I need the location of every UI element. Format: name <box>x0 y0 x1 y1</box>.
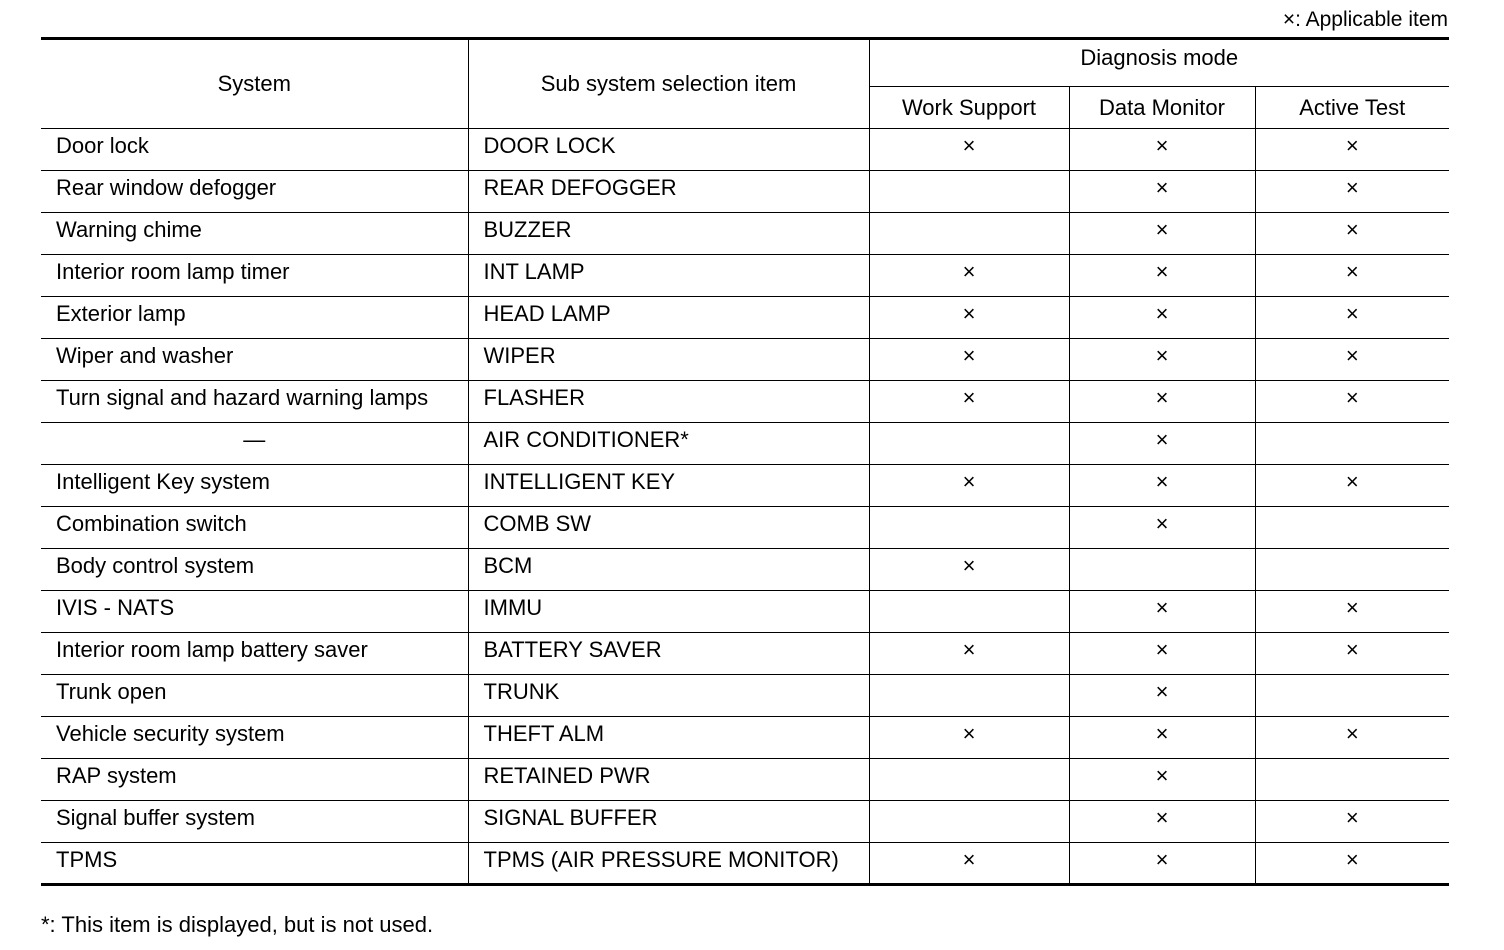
table-header <box>41 39 1449 129</box>
cell-system: Rear window defogger <box>41 171 468 213</box>
cell-system: — <box>41 423 468 465</box>
cell-sub-system: INT LAMP <box>468 255 869 297</box>
cell-sub-system: BATTERY SAVER <box>468 633 869 675</box>
cell-work-support: × <box>869 339 1069 381</box>
table-row <box>41 843 1449 885</box>
cell-system: IVIS - NATS <box>41 591 468 633</box>
cell-sub-system: COMB SW <box>468 507 869 549</box>
header-system: System <box>41 39 468 129</box>
cell-data-monitor: × <box>1069 129 1255 171</box>
cell-work-support <box>869 213 1069 255</box>
diagnosis-table <box>41 37 1449 886</box>
cell-active-test <box>1255 423 1449 465</box>
cell-data-monitor: × <box>1069 381 1255 423</box>
cell-data-monitor: × <box>1069 339 1255 381</box>
cell-work-support: × <box>869 843 1069 885</box>
cell-sub-system: THEFT ALM <box>468 717 869 759</box>
cell-active-test: × <box>1255 801 1449 843</box>
table-row <box>41 759 1449 801</box>
cell-data-monitor: × <box>1069 675 1255 717</box>
legend-note: ×: Applicable item <box>1282 8 1448 31</box>
table-row <box>41 507 1449 549</box>
cell-data-monitor: × <box>1069 171 1255 213</box>
cell-active-test: × <box>1255 633 1449 675</box>
cell-data-monitor: × <box>1069 423 1255 465</box>
cell-active-test: × <box>1255 843 1449 885</box>
table-row <box>41 129 1449 171</box>
cell-work-support: × <box>869 381 1069 423</box>
cell-data-monitor: × <box>1069 633 1255 675</box>
cell-sub-system: DOOR LOCK <box>468 129 869 171</box>
cell-active-test <box>1255 675 1449 717</box>
cell-work-support <box>869 423 1069 465</box>
cell-system: RAP system <box>41 759 468 801</box>
cell-active-test <box>1255 507 1449 549</box>
cell-active-test: × <box>1255 297 1449 339</box>
cell-active-test: × <box>1255 255 1449 297</box>
cell-work-support: × <box>869 129 1069 171</box>
cell-system: Intelligent Key system <box>41 465 468 507</box>
cell-data-monitor: × <box>1069 297 1255 339</box>
table-row <box>41 297 1449 339</box>
cell-system: Interior room lamp timer <box>41 255 468 297</box>
footnote: *: This item is displayed, but is not used. <box>41 912 434 937</box>
cell-sub-system: SIGNAL BUFFER <box>468 801 869 843</box>
cell-work-support <box>869 171 1069 213</box>
cell-data-monitor: × <box>1069 255 1255 297</box>
cell-work-support <box>869 507 1069 549</box>
cell-active-test: × <box>1255 171 1449 213</box>
cell-system: Trunk open <box>41 675 468 717</box>
cell-active-test: × <box>1255 591 1449 633</box>
cell-sub-system: TPMS (AIR PRESSURE MONITOR) <box>468 843 869 885</box>
table-row <box>41 675 1449 717</box>
header-data-monitor: Data Monitor <box>1069 87 1255 129</box>
cell-work-support <box>869 675 1069 717</box>
cell-system: TPMS <box>41 843 468 885</box>
cell-sub-system: IMMU <box>468 591 869 633</box>
cell-data-monitor <box>1069 549 1255 591</box>
table-row <box>41 465 1449 507</box>
cell-data-monitor: × <box>1069 759 1255 801</box>
cell-work-support <box>869 591 1069 633</box>
cell-system: Turn signal and hazard warning lamps <box>41 381 468 423</box>
cell-active-test <box>1255 549 1449 591</box>
cell-data-monitor: × <box>1069 213 1255 255</box>
cell-system: Vehicle security system <box>41 717 468 759</box>
header-active-test: Active Test <box>1255 87 1449 129</box>
cell-work-support <box>869 801 1069 843</box>
cell-system: Exterior lamp <box>41 297 468 339</box>
table-row <box>41 717 1449 759</box>
cell-system: Combination switch <box>41 507 468 549</box>
cell-system: Warning chime <box>41 213 468 255</box>
table-row <box>41 339 1449 381</box>
cell-data-monitor: × <box>1069 465 1255 507</box>
cell-work-support: × <box>869 255 1069 297</box>
table-body <box>41 129 1449 885</box>
cell-data-monitor: × <box>1069 801 1255 843</box>
cell-work-support: × <box>869 297 1069 339</box>
cell-work-support: × <box>869 633 1069 675</box>
cell-sub-system: TRUNK <box>468 675 869 717</box>
table-row <box>41 633 1449 675</box>
cell-data-monitor: × <box>1069 843 1255 885</box>
table-row <box>41 591 1449 633</box>
cell-data-monitor: × <box>1069 591 1255 633</box>
cell-active-test: × <box>1255 339 1449 381</box>
cell-sub-system: HEAD LAMP <box>468 297 869 339</box>
table-row <box>41 549 1449 591</box>
cell-sub-system: BUZZER <box>468 213 869 255</box>
cell-work-support: × <box>869 717 1069 759</box>
cell-sub-system: FLASHER <box>468 381 869 423</box>
header-sub-system: Sub system selection item <box>468 39 869 129</box>
cell-active-test: × <box>1255 465 1449 507</box>
cell-sub-system: AIR CONDITIONER* <box>468 423 869 465</box>
table-row <box>41 381 1449 423</box>
cell-system: Door lock <box>41 129 468 171</box>
cell-sub-system: RETAINED PWR <box>468 759 869 801</box>
cell-data-monitor: × <box>1069 507 1255 549</box>
cell-sub-system: BCM <box>468 549 869 591</box>
cell-work-support <box>869 759 1069 801</box>
header-diagnosis-mode: Diagnosis mode <box>869 39 1449 87</box>
cell-active-test: × <box>1255 213 1449 255</box>
cell-active-test: × <box>1255 717 1449 759</box>
cell-system: Signal buffer system <box>41 801 468 843</box>
table-row <box>41 423 1449 465</box>
cell-system: Interior room lamp battery saver <box>41 633 468 675</box>
table-row <box>41 801 1449 843</box>
cell-sub-system: REAR DEFOGGER <box>468 171 869 213</box>
table-row <box>41 213 1449 255</box>
cell-work-support: × <box>869 465 1069 507</box>
cell-work-support: × <box>869 549 1069 591</box>
cell-sub-system: WIPER <box>468 339 869 381</box>
cell-system: Body control system <box>41 549 468 591</box>
cell-active-test <box>1255 759 1449 801</box>
cell-data-monitor: × <box>1069 717 1255 759</box>
table-row <box>41 171 1449 213</box>
cell-active-test: × <box>1255 381 1449 423</box>
table-row <box>41 255 1449 297</box>
header-work-support: Work Support <box>869 87 1069 129</box>
cell-system: Wiper and washer <box>41 339 468 381</box>
cell-active-test: × <box>1255 129 1449 171</box>
cell-sub-system: INTELLIGENT KEY <box>468 465 869 507</box>
